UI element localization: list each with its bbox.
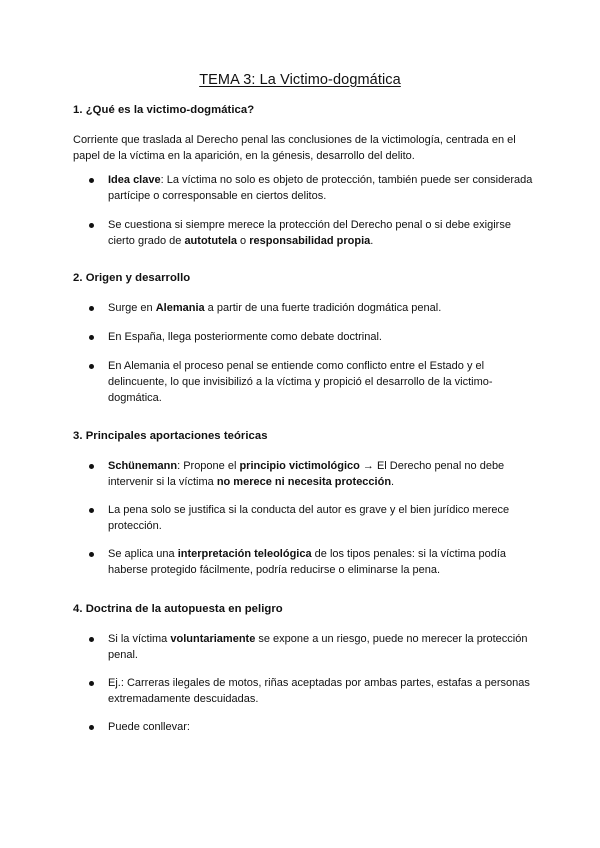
section-2-bullet-1 (108, 300, 538, 316)
bullet-dot (89, 223, 94, 228)
bullet-bold-text: responsabilidad propia (249, 235, 371, 247)
bullet-bold-text: no merece ni necesita protección (216, 476, 392, 488)
section-4-bullet-3 (108, 719, 538, 735)
bullet-text: Puede conllevar: (108, 721, 190, 733)
section-4-bullet-1 (108, 631, 538, 663)
bullet-dot (89, 364, 94, 369)
bullet-dot (89, 335, 94, 340)
bullet-text: Ej.: Carreras ilegales de motos, riñas aceptadas por ambas partes, estafas a personas extremadamente descuidadas. (108, 677, 530, 705)
bullet-bold-text: Schünemann (108, 460, 178, 472)
document-title: TEMA 3: La Victimo-dogmática (199, 72, 401, 88)
bullet-text: Se cuestiona si siempre merece la protección del Derecho penal o si debe exigirse cierto grado de (108, 219, 511, 247)
bullet-bold-text: Idea clave (108, 174, 161, 186)
bullet-bold-text: voluntariamente (170, 633, 256, 645)
bullet-text: o (237, 235, 250, 247)
bullet-bold-text: principio victimológico (239, 460, 360, 472)
bullet-text: Surge en (108, 302, 156, 314)
section-1-intro: Corriente que traslada al Derecho penal las conclusiones de la victimología, centrada en el papel de la víctima en la aparición, en la génesis, desarrollo del delito. (73, 134, 516, 162)
bullet-text: . (370, 235, 374, 247)
bullet-text: → El Derecho penal no debe intervenir si la víctima (108, 460, 505, 488)
bullet-dot (89, 637, 94, 642)
section-3-bullet-2 (108, 502, 538, 534)
bullet-dot (89, 178, 94, 183)
section-4-heading: 4. Doctrina de la autopuesta en peligro (73, 603, 283, 615)
section-2-heading: 2. Origen y desarrollo (73, 272, 191, 284)
bullet-bold-text: Alemania (155, 302, 205, 314)
section-4-bullet-2 (108, 675, 538, 707)
bullet-dot (89, 306, 94, 311)
bullet-text: En España, llega posteriormente como debate doctrinal. (108, 331, 382, 343)
bullet-dot (89, 508, 94, 513)
bullet-text: La pena solo se justifica si la conducta del autor es grave y el bien jurídico merece protección. (108, 504, 510, 532)
section-3-heading: 3. Principales aportaciones teóricas (73, 430, 268, 442)
section-1-bullet-2 (108, 217, 538, 249)
bullet-text: En Alemania el proceso penal se entiende como conflicto entre el Estado y el delincuente, lo que invisibilizó a la víctima y propició el desarrollo de la victimo-dogmática. (108, 360, 493, 404)
bullet-text: a partir de una fuerte tradición dogmática penal. (204, 302, 442, 314)
section-3-bullet-1 (108, 458, 538, 490)
section-1-bullet-1 (108, 172, 538, 204)
bullet-text: se expone a un riesgo, puede no merecer la protección penal. (108, 633, 528, 661)
section-2-bullet-2 (108, 329, 538, 345)
bullet-text: Se aplica una (108, 548, 178, 560)
bullet-text: : Propone el (177, 460, 240, 472)
bullet-dot (89, 725, 94, 730)
bullet-dot (89, 552, 94, 557)
bullet-bold-text: autotutela (184, 235, 237, 247)
section-3-bullet-3 (108, 546, 538, 578)
bullet-text: . (391, 476, 395, 488)
section-2-bullet-3 (108, 358, 538, 406)
bullet-dot (89, 681, 94, 686)
bullet-text: : La víctima no solo es objeto de protección, también puede ser considerada partícipe o corresponsable en ciertos delitos. (108, 174, 533, 202)
bullet-dot (89, 464, 94, 469)
bullet-text: Si la víctima (108, 633, 171, 645)
bullet-text: de los tipos penales: si la víctima podía haberse protegido fácilmente, podría reducirse o eliminarse la pena. (108, 548, 507, 576)
section-1-heading: 1. ¿Qué es la victimo-dogmática? (73, 104, 255, 116)
bullet-bold-text: interpretación teleológica (177, 548, 312, 560)
